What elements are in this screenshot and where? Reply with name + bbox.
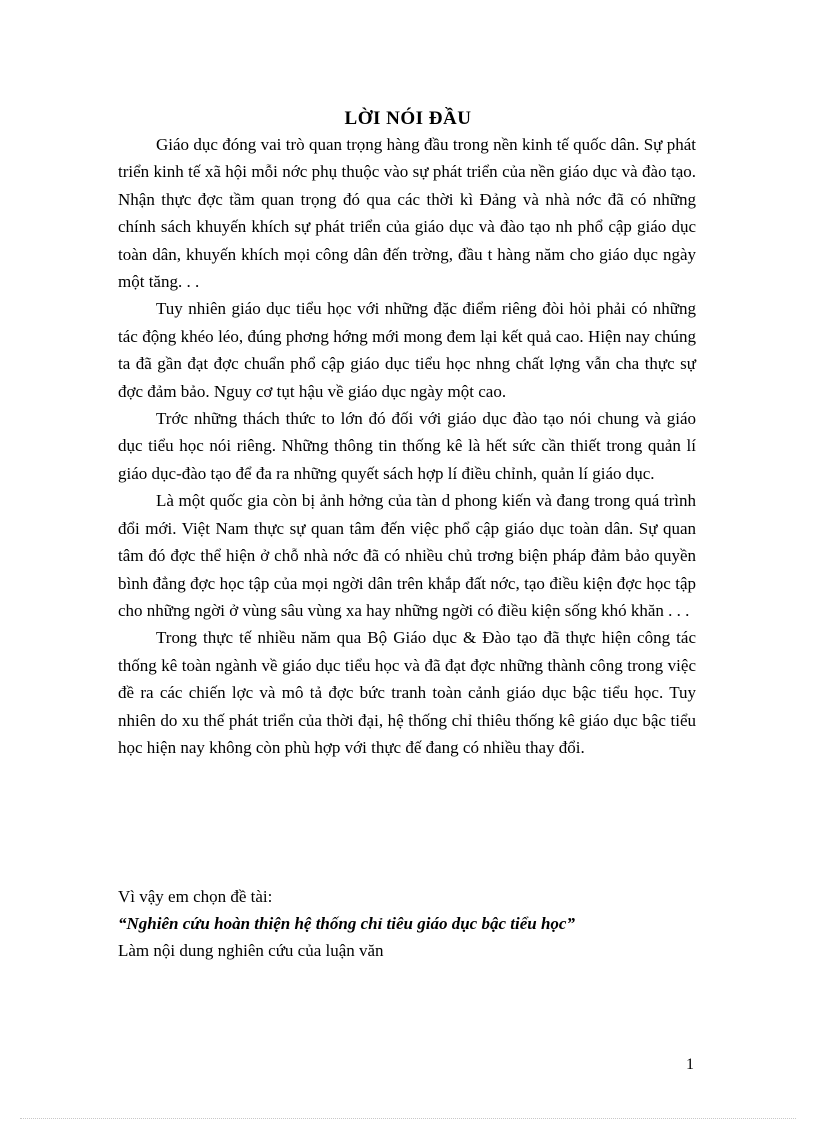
closing-text: Làm nội dung nghiên cứu của luận văn <box>118 941 384 960</box>
topic-section <box>118 883 696 964</box>
lead-in-text: Vì vậy em chọn đề tài: <box>118 887 273 906</box>
thesis-topic: “Nghiên cứu hoàn thiện hệ thống chỉ tiêu giáo dục bậc tiểu học” <box>118 914 575 933</box>
paragraph-2: Tuy nhiên giáo dục tiểu học với những đặc điểm riêng đòi hỏi phải có những tác động khéo léo, đúng phơng hớng mới mong đem lại kết quả cao. Hiện nay chúng ta đã gần đạt đợc chuẩn phổ cập giáo dục tiểu học nhng chất lợng vẫn cha thực sự đợc đảm bảo. Nguy cơ tụt hậu về giáo dục ngày một cao. <box>118 299 696 401</box>
paragraph-3: Trớc những thách thức to lớn đó đối với giáo dục đào tạo nói chung và giáo dục tiểu học nói riêng. Những thông tin thống kê là hết sức cần thiết trong quản lí giáo dục-đào tạo để đa ra những quyết sách hợp lí điều chỉnh, quản lí giáo dục. <box>118 409 696 483</box>
paragraph-5: Trong thực tế nhiều năm qua Bộ Giáo dục & Đào tạo đã thực hiện công tác thống kê toàn ngành về giáo dục tiểu học và đã đạt đợc những thành công trong việc đề ra các chiến lợc và mô tả đợc bức tranh toàn cảnh giáo dục bậc tiểu học. Tuy nhiên do xu thế phát triển của thời đại, hệ thống chỉ thiêu thống kê giáo dục bậc tiểu học hiện nay không còn phù hợp với thực đế đang có nhiều thay đổi. <box>118 628 696 757</box>
paragraph-1: Giáo dục đóng vai trò quan trọng hàng đầu trong nền kinh tế quốc dân. Sự phát triển kinh tế xã hội mỗi nớc phụ thuộc vào sự phát triển của nền giáo dục và đào tạo. Nhận thực đợc tầm quan trọng đó qua các thời kì Đảng và nhà nớc đã có những chính sách khuyến khích sự phát triển của giáo dục và đào tạo nh phổ cập giáo dục toàn dân, khuyến khích mọi công dân đến trờng, đầu t hàng năm cho giáo dục ngày một tăng. . . <box>118 135 696 292</box>
page-title: LỜI NÓI ĐẦU <box>344 108 472 129</box>
paragraph-4: Là một quốc gia còn bị ảnh hởng của tàn d phong kiến và đang trong quá trình đổi mới. Việt Nam thực sự quan tâm đến việc phổ cập giáo dục toàn dân. Sự quan tâm đó đợc thể hiện ở chỗ nhà nớc đã có nhiều chủ trơng biện pháp đảm bảo quyền bình đẳng đợc học tập của mọi ngời dân trên khắp đất nớc, tạo điều kiện đợc học tập cho những ngời ở vùng sâu vùng xa hay những ngời có điều kiện sống khó khăn . . . <box>118 491 696 620</box>
page-bottom-divider <box>20 1118 796 1119</box>
page-number: 1 <box>686 1056 694 1073</box>
body-text <box>118 131 696 761</box>
